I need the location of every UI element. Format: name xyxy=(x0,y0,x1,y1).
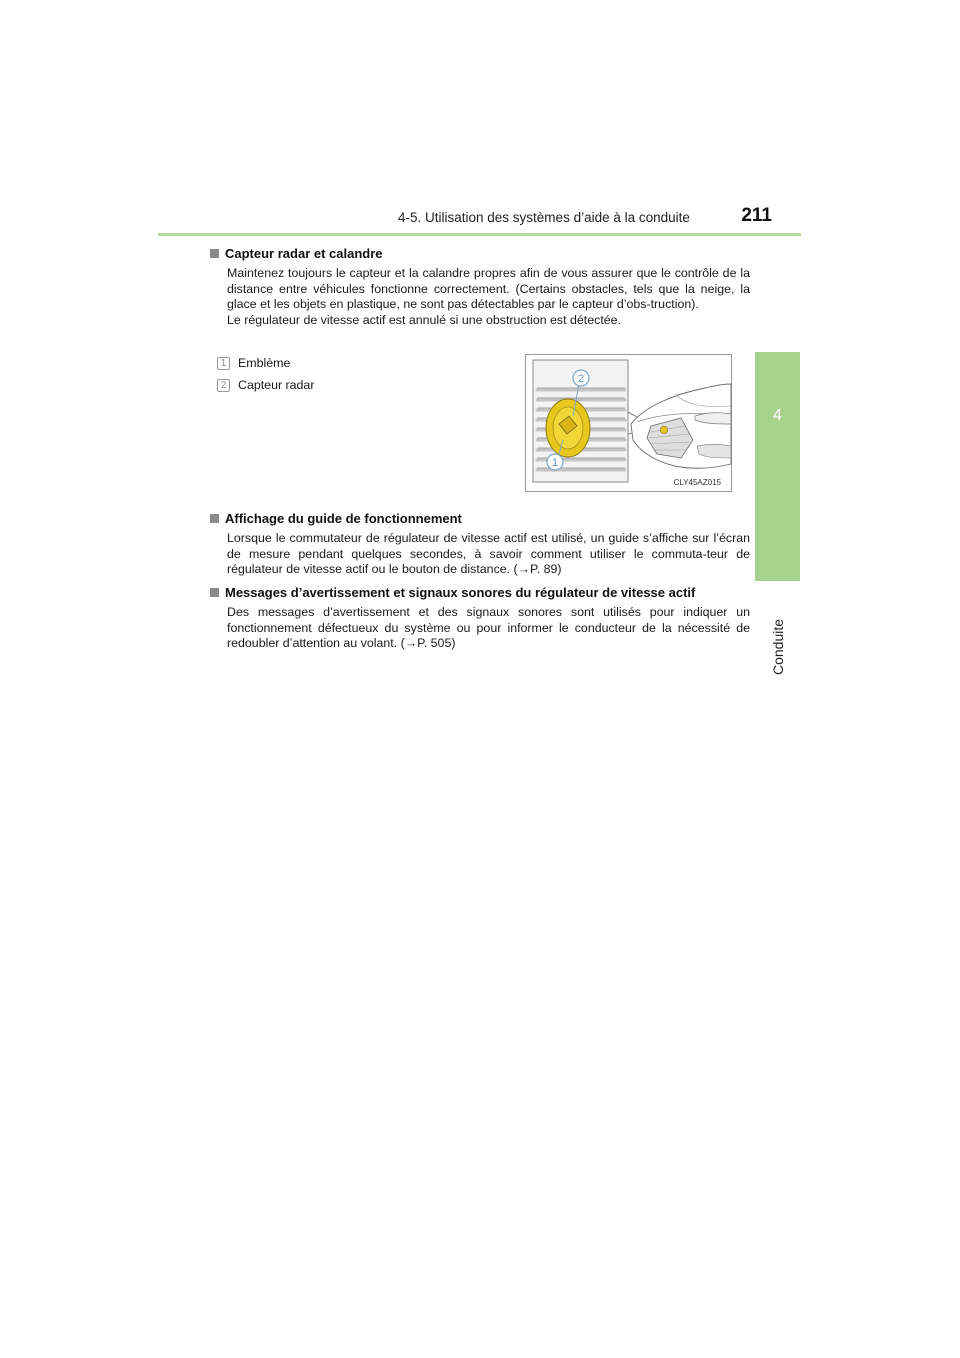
callout-item-emblem xyxy=(217,352,314,374)
chapter-number: 4 xyxy=(773,407,782,424)
page-number: 211 xyxy=(741,205,772,226)
callout-item-radar-sensor xyxy=(217,374,314,396)
section-heading-text: Messages d’avertissement et signaux sonores du régulateur de vitesse actif xyxy=(225,585,696,600)
car-grille-illustration xyxy=(525,354,732,492)
callout-label: Emblème xyxy=(238,356,291,370)
section-heading-text: Capteur radar et calandre xyxy=(225,246,383,261)
square-bullet-icon xyxy=(210,588,219,597)
chapter-label: Conduite xyxy=(770,618,786,676)
square-bullet-icon xyxy=(210,514,219,523)
section-heading xyxy=(210,246,750,261)
figure-code: CLY45AZ015 xyxy=(673,478,721,487)
callout-list xyxy=(217,352,314,396)
header-divider xyxy=(158,233,801,236)
callout-label: Capteur radar xyxy=(238,378,315,392)
section-radar-sensor xyxy=(210,246,750,328)
figure-marker-1: 1 xyxy=(551,457,559,469)
square-bullet-icon xyxy=(210,249,219,258)
radar-sensor-figure xyxy=(525,354,732,492)
section-body: Maintenez toujours le capteur et la calandre propres afin de vous assurer que le contrôle de la distance entre véhicules fonctionne correctement. (Certains obstacles, tels que la neige, la glace et les objets en plastique, ne sont pas détectables par le capteur d’obs-truction). xyxy=(227,266,750,312)
page-header-title: 4-5. Utilisation des systèmes d’aide à la conduite xyxy=(398,210,690,225)
section-body: Des messages d’avertissement et des signaux sonores sont utilisés pour indiquer un fonctionnement défectueux du système ou pour informer le conducteur de la nécessité de redoubler d’attention au volant. (→P. 505) xyxy=(227,605,750,651)
section-heading xyxy=(210,585,750,600)
callout-number-badge: 2 xyxy=(217,379,230,392)
section-operation-guide xyxy=(210,511,750,578)
section-heading xyxy=(210,511,750,526)
figure-marker-2: 2 xyxy=(577,373,585,385)
callout-number-badge: 1 xyxy=(217,357,230,370)
section-body: Lorsque le commutateur de régulateur de vitesse actif est utilisé, un guide s’affiche sur l’écran de mesure pendant quelques secondes, à savoir comment utiliser le commuta-teur de régulateur de vitesse actif ou le bouton de distance. (→P. 89) xyxy=(227,531,750,577)
section-warning-messages xyxy=(210,585,750,652)
chapter-tab xyxy=(755,352,800,581)
section-body-note: Le régulateur de vitesse actif est annulé si une obstruction est détectée. xyxy=(227,312,621,327)
section-heading-text: Affichage du guide de fonctionnement xyxy=(225,511,462,526)
